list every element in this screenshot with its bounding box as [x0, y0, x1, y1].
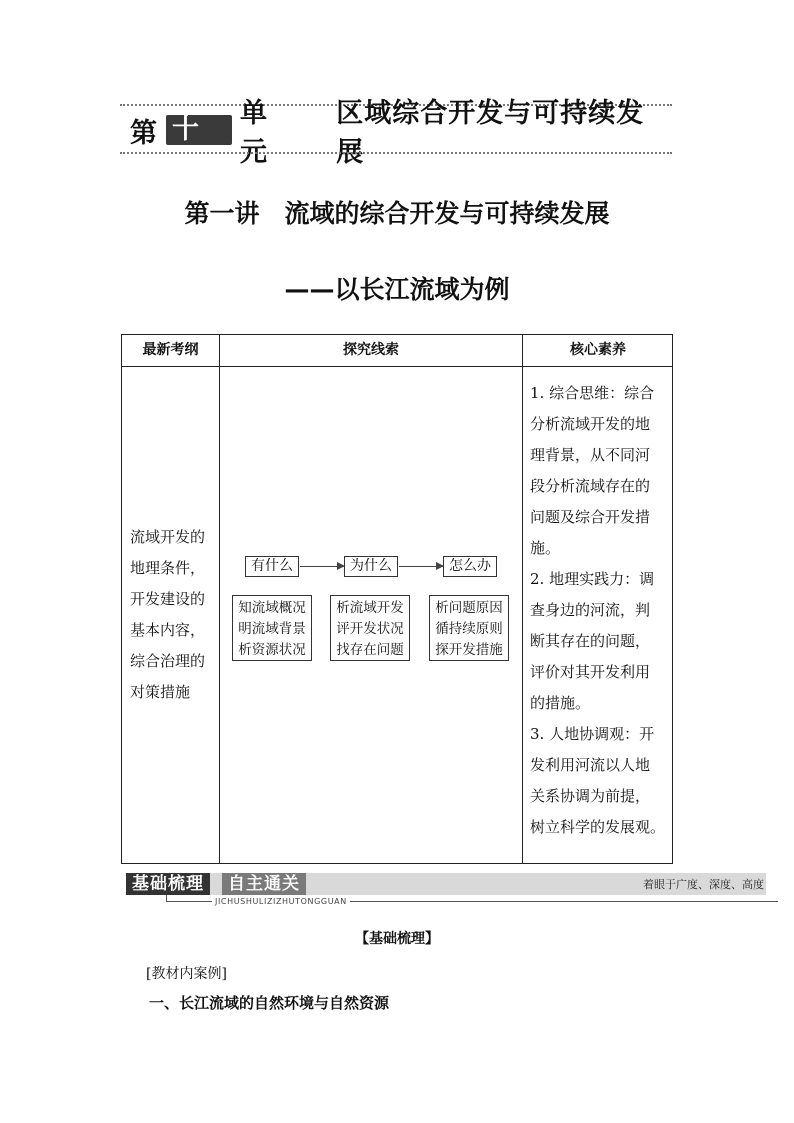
flow-list-item: 析问题原因: [435, 600, 503, 616]
literacy-line: 断其存在的问题，: [530, 632, 651, 650]
syllabus-line: 流域开发的: [130, 528, 206, 546]
section-banner-main: 基础梳理: [126, 873, 210, 895]
flow-list-item: 循持续原则: [435, 621, 503, 637]
header-literacy: 核心素养: [570, 342, 626, 358]
literacy-line: 分析流域开发的地: [530, 415, 651, 433]
flow-list-what: [232, 595, 312, 661]
literacy-line: 施。: [530, 539, 561, 557]
literacy-line: 查身边的河流，判: [530, 601, 651, 619]
literacy-line: 2. 地理实践力：调: [530, 570, 655, 588]
literacy-cell: [530, 378, 668, 843]
unit-heading: [130, 98, 672, 175]
arrow-icon: [399, 566, 443, 567]
lecture-title: 第一讲 流域的综合开发与可持续发展: [184, 199, 610, 228]
syllabus-line: 开发建设的: [130, 590, 206, 608]
table-header-divider: [122, 366, 672, 367]
literacy-line: 问题及综合开发措: [530, 508, 651, 526]
flow-list-item: 探开发措施: [435, 642, 503, 658]
section-banner-tagline: 着眼于广度、深度、高度: [643, 878, 764, 891]
dotted-rule-bottom: [120, 152, 672, 154]
flow-list-item: 析资源状况: [238, 642, 306, 658]
literacy-line: 的措施。: [530, 694, 591, 712]
flow-list-item: 评开发状况: [336, 621, 404, 637]
syllabus-line: 对策措施: [130, 683, 191, 701]
flow-list-item: 明流域背景: [238, 621, 306, 637]
basics-title: 【基础梳理】: [355, 931, 439, 947]
flow-step-how: 怎么办: [443, 556, 497, 577]
syllabus-line: 综合治理的: [130, 652, 206, 670]
unit-suffix: 单 元: [239, 98, 268, 168]
arrow-icon: [300, 566, 344, 567]
flow-list-item: 知流域概况: [238, 600, 306, 616]
literacy-line: 3. 人地协调观：开: [530, 725, 655, 743]
literacy-line: 评价对其开发利用: [530, 663, 651, 681]
case-label: [教材内案例]: [146, 966, 227, 982]
header-clues: 探究线索: [343, 342, 399, 358]
syllabus-table: [121, 334, 673, 864]
unit-title: 区域综合开发与可持续发展: [336, 98, 645, 168]
flow-list-item: 析流域开发: [336, 600, 404, 616]
header-syllabus: 最新考纲: [142, 342, 199, 358]
syllabus-line: 基本内容，: [130, 621, 206, 639]
section-heading: 一、长江流域的自然环境与自然资源: [149, 994, 390, 1012]
literacy-line: 1. 综合思维：综合: [530, 384, 655, 402]
literacy-line: 理背景，从不同河: [530, 446, 651, 464]
unit-banner: [120, 98, 672, 175]
literacy-line: 关系协调为前提，: [530, 787, 651, 805]
literacy-line: 发利用河流以人地: [530, 756, 651, 774]
syllabus-cell: [130, 522, 220, 708]
section-banner: [126, 873, 778, 907]
lecture-subtitle: ——以长江流域为例: [284, 275, 510, 304]
flow-list-item: 找存在问题: [336, 642, 404, 658]
section-banner-sub: 自主通关: [222, 873, 306, 895]
flow-list-why: [330, 595, 410, 661]
literacy-line: 段分析流域存在的: [530, 477, 651, 495]
flow-step-why: 为什么: [344, 556, 398, 577]
syllabus-line: 地理条件，: [130, 559, 206, 577]
literacy-line: 树立科学的发展观。: [530, 818, 666, 836]
flow-list-how: [429, 595, 509, 661]
unit-prefix: 第: [130, 117, 158, 149]
section-banner-pinyin: JICHUSHULIZIZHUTONGGUAN: [212, 897, 350, 906]
flow-step-what: 有什么: [245, 556, 299, 577]
table-divider: [522, 335, 523, 863]
unit-number: 十二: [166, 115, 232, 145]
